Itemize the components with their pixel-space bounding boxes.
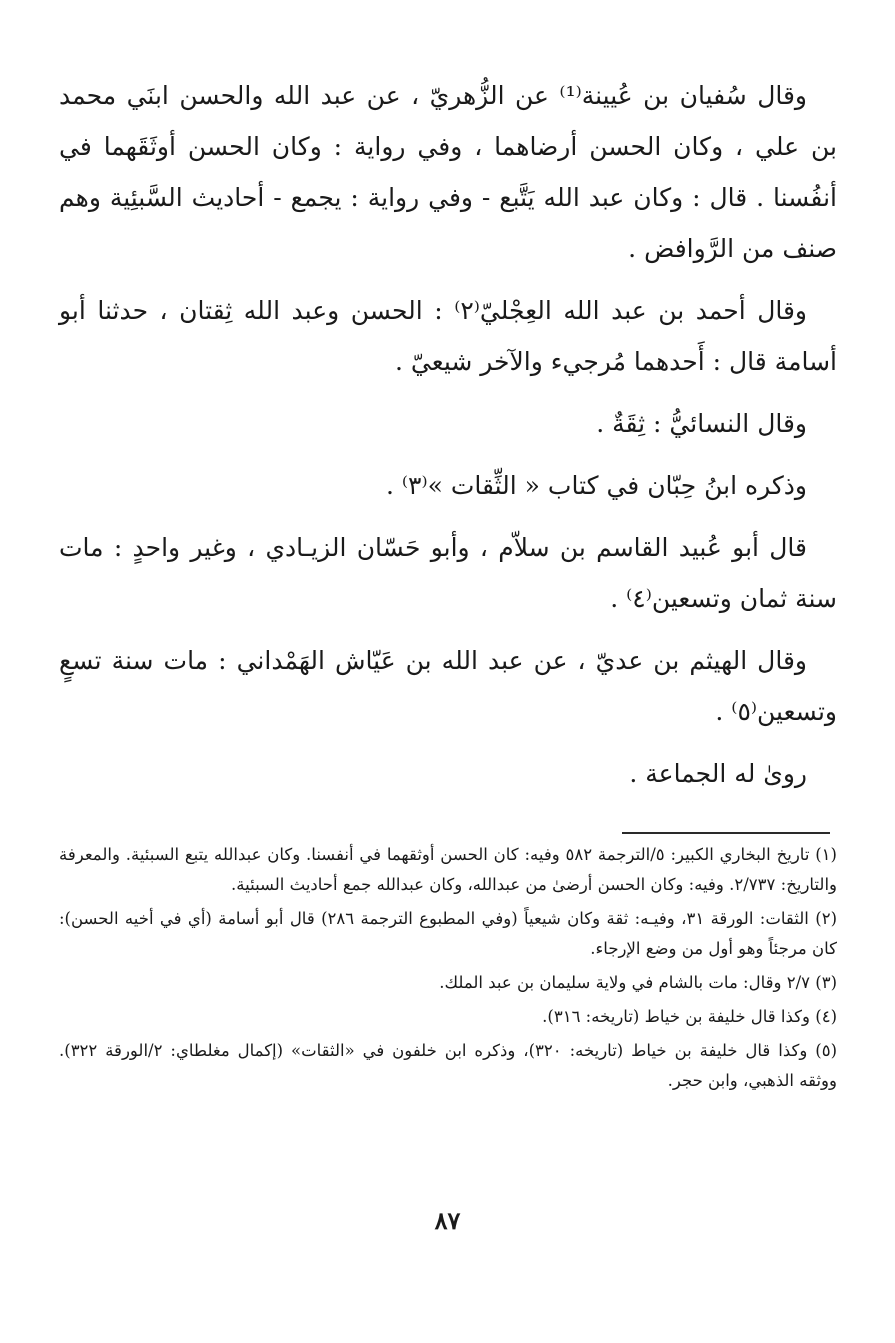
footnote-5: (٥) وكذا قال خليفة بن خياط (تاريخه: ٣٢٠)، وذكره ابن خلفون في «الثقات» (إكمال مغلطاي: ٢/الورقة ٣٢٢). ووثقه الذهبي، وابن حجر. xyxy=(59,1041,837,1090)
footnote-2: (٢) الثقات: الورقة ٣١، وفيـه: ثقة وكان شيعياً (وفي المطبوع الترجمة ٢٨٦) قال أبو أسامة (أي في أخيه الحسن): كان مرجئاً وهو أول من وضع الإرجاء. xyxy=(59,909,837,958)
footnote-1: (١) تاريخ البخاري الكبير: ٥/الترجمة ٥٨٢ وفيه: كان الحسن أوثقهما في أنفسنا. وكان عبدالله يتبع السبئية. والمعرفة والتاريخ: ٢/٧٣٧. وفيه: وكان الحسن أرضىٰ من عبدالله، وكان عبدالله جمع أحاديث السبئية. xyxy=(59,845,837,894)
paragraph-sufyan: وقال سُفيان بن عُيينة⁽¹⁾ عن الزُّهريّ ، عن عبد الله والحسن ابنَي محمد بن علي ، وكان الحسن أرضاهما ، وفي رواية : وكان الحسن أوثَقَهما في أنفُسنا . قال : وكان عبد الله يَتَّبع - وفي رواية : يجمع - أحاديث السَّبئِية وهم صنف من الرَّوافض . xyxy=(59,81,837,263)
footnotes xyxy=(59,840,837,1100)
paragraph-ibn-hibban: وذكره ابنُ حِبّان في كتاب « الثِّقات »⁽٣⁾ . xyxy=(385,471,807,500)
paragraph-jamaa: روىٰ له الجماعة . xyxy=(629,759,807,788)
paragraph-death-99: وقال الهيثم بن عديّ ، عن عبد الله بن عَيّاش الهَمْداني : مات سنة تسعٍ وتسعين⁽٥⁾ . xyxy=(59,646,837,726)
page-number: ٨٧ xyxy=(434,1206,461,1235)
paragraph-nasai: وقال النسائيُّ : ثِقَةٌ . xyxy=(596,409,807,438)
footnote-divider xyxy=(622,832,830,834)
footnote-4: (٤) وكذا قال خليفة بن خياط (تاريخه: ٣١٦). xyxy=(542,1007,837,1026)
main-text xyxy=(59,70,837,810)
paragraph-death-98: قال أبو عُبيد القاسم بن سلاّم ، وأبو حَسّان الزيـادي ، وغير واحدٍ : مات سنة ثمان وتسعين⁽٤⁾ . xyxy=(59,533,837,613)
footnote-3: (٣) ٢/٧ وقال: مات بالشام في ولاية سليمان بن عبد الملك. xyxy=(439,973,837,992)
paragraph-ijli: وقال أحمد بن عبد الله العِجْليّ⁽٢⁾ : الحسن وعبد الله ثِقتان ، حدثنا أبو أسامة قال : أَحدهما مُرجيء والآخر شيعيّ . xyxy=(59,296,837,376)
